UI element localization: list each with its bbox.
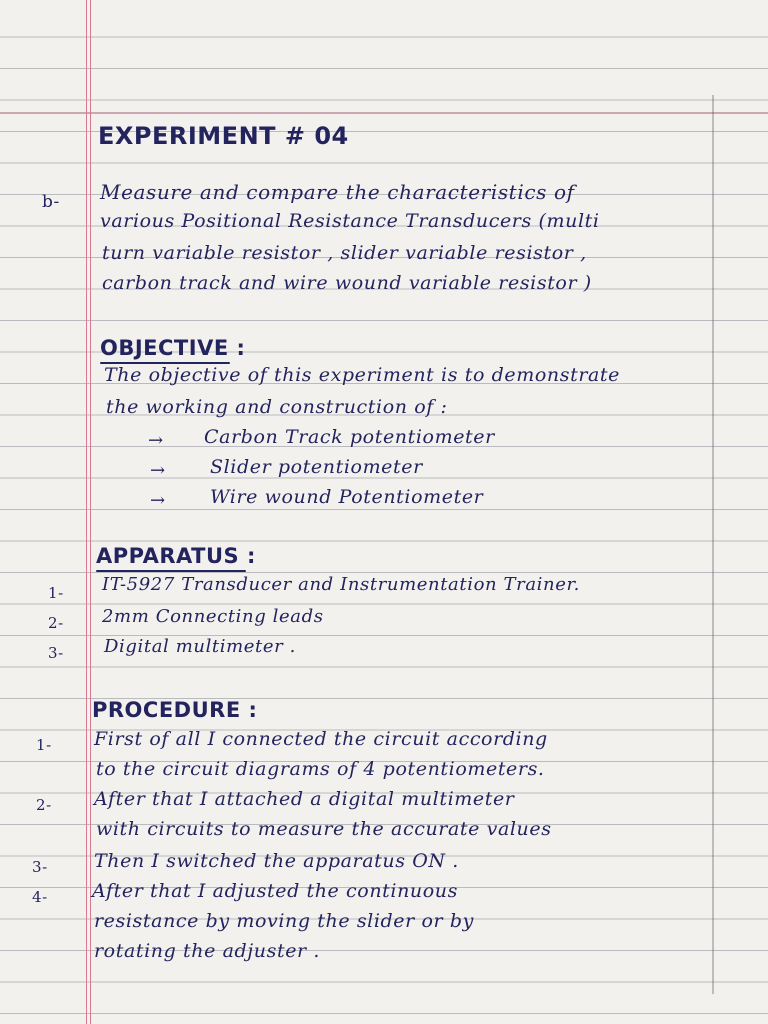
list-number: 3- xyxy=(48,644,64,662)
header-rule xyxy=(0,112,768,114)
margin-line xyxy=(86,0,87,1024)
experiment-title: EXPERIMENT # 04 xyxy=(98,122,349,150)
objective-bullet: Wire wound Potentiometer xyxy=(210,486,484,508)
objective-bullet: Slider potentiometer xyxy=(210,456,423,478)
page-edge-shadow xyxy=(712,95,714,994)
apparatus-item: IT-5927 Transducer and Instrumentation Trainer. xyxy=(102,574,581,595)
list-number: 1- xyxy=(36,736,52,754)
procedure-line: resistance by moving the slider or by xyxy=(94,910,474,932)
apparatus-item: Digital multimeter . xyxy=(104,636,296,657)
procedure-line: to the circuit diagrams of 4 potentiometers. xyxy=(96,758,545,780)
margin-line xyxy=(90,0,91,1024)
list-number: 2- xyxy=(48,614,64,632)
task-line: various Positional Resistance Transducers (multi xyxy=(100,210,600,232)
objective-heading: OBJECTIVE : xyxy=(100,336,246,360)
objective-line: The objective of this experiment is to demonstrate xyxy=(104,364,621,386)
procedure-heading: PROCEDURE : xyxy=(92,698,258,722)
apparatus-item: 2mm Connecting leads xyxy=(102,606,324,627)
task-marker: b- xyxy=(42,192,60,212)
procedure-line: After that I attached a digital multimeter xyxy=(94,788,515,810)
task-line: carbon track and wire wound variable resistor ) xyxy=(102,272,592,294)
objective-line: the working and construction of : xyxy=(106,396,448,418)
list-number: 3- xyxy=(32,858,48,876)
heading-underline xyxy=(96,570,246,572)
arrow-icon: → xyxy=(150,490,166,511)
procedure-line: Then I switched the apparatus ON . xyxy=(94,850,459,872)
task-line: Measure and compare the characteristics of xyxy=(100,180,575,204)
apparatus-heading: APPARATUS : xyxy=(96,544,256,568)
arrow-icon: → xyxy=(150,460,166,481)
objective-bullet: Carbon Track potentiometer xyxy=(204,426,495,448)
procedure-line: rotating the adjuster . xyxy=(94,940,321,962)
list-number: 4- xyxy=(32,888,48,906)
procedure-line: First of all I connected the circuit according xyxy=(94,728,548,750)
list-number: 1- xyxy=(48,584,64,602)
arrow-icon: → xyxy=(148,430,164,451)
list-number: 2- xyxy=(36,796,52,814)
procedure-line: with circuits to measure the accurate values xyxy=(96,818,552,840)
task-line: turn variable resistor , slider variable resistor , xyxy=(102,242,587,264)
procedure-line: After that I adjusted the continuous xyxy=(92,880,458,902)
